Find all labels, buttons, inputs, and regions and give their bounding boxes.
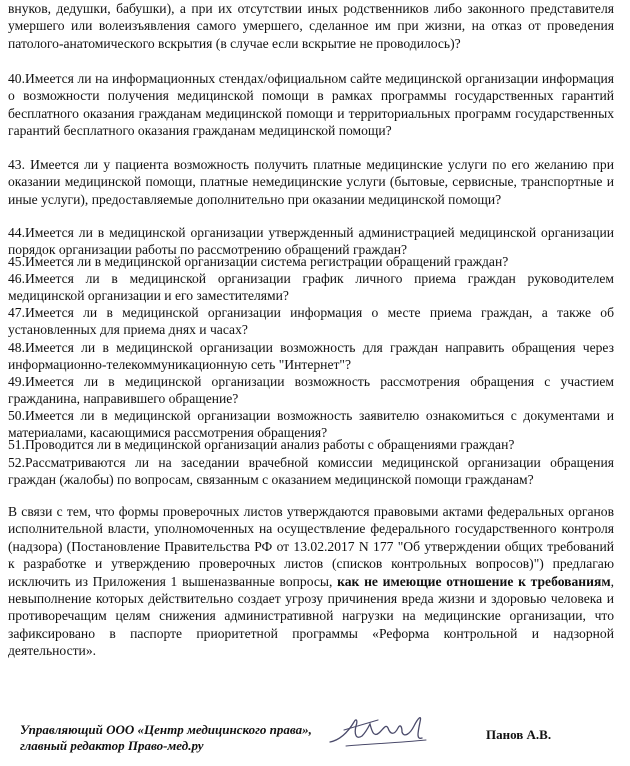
conclusion-part-2: , невыполнение которых действительно создает угрозу причинения вреда жизни и здоровью человека и противоречащим целям снижения административной нагрузки на медицинские организации, что зафиксировано в паспорте приоритетной программы «Реформа контрольной и надзорной деятельности». [8, 573, 614, 659]
question-49: 49.Имеется ли в медицинской организации возможность рассмотрения обращения с участием гражданина, направившего обращение? [8, 374, 614, 407]
question-52: 52.Рассматриваются ли на заседании врачебной комиссии медицинской организации обращения граждан (жалобы) по вопросам, связанным с оказанием медицинской помощи гражданам? [8, 455, 614, 488]
signer-position: Управляющий ООО «Центр медицинского права», главный редактор Право-мед.ру [20, 722, 312, 753]
question-44: 44.Имеется ли в медицинской организации утвержденный администрацией медицинской организации порядок организации работы по рассмотрению обращений граждан? [8, 225, 614, 258]
question-47: 47.Имеется ли в медицинской организации информация о месте приема граждан, а также об установленных для приема днях и часах? [8, 305, 614, 338]
paragraph-continuation: внуков, дедушки, бабушки), а при их отсутствии иных родственников либо законного представителя умершего или волеизъявления самого умершего, сделанное им при жизни, на отказ от проведения патолого-анатомического вскрытия (в случае если вскрытие не проводилось)? [8, 1, 614, 51]
conclusion-paragraph [8, 503, 614, 660]
question-50: 50.Имеется ли в медицинской организации возможность заявителю ознакомиться с документами и материалами, касающимися рассмотрения обращения? [8, 408, 614, 441]
conclusion-emphasis: как не имеющие отношение к требованиям [337, 573, 611, 589]
question-45: 45.Имеется ли в медицинской организации система регистрации обращений граждан? [8, 254, 509, 269]
question-48: 48.Имеется ли в медицинской организации возможность для граждан направить обращения через информационно-телекоммуникационную сеть "Интернет"? [8, 340, 614, 373]
question-51: 51.Проводится ли в медицинской организации анализ работы с обращениями граждан? [8, 437, 515, 452]
question-40: 40.Имеется ли на информационных стендах/официальном сайте медицинской организации информация о возможности получения медицинской помощи в рамках программы государственных гарантий бесплатного оказания гражданам медицинской помощи и территориальных программ государственных гарантий бесплатного оказания гражданам медицинской помощи? [8, 71, 614, 139]
handwritten-signature [326, 710, 436, 752]
question-46: 46.Имеется ли в медицинской организации график личного приема граждан руководителем медицинской организации и его заместителями? [8, 271, 614, 304]
signer-name: Панов А.В. [486, 727, 552, 742]
conclusion-part-1: В связи с тем, что формы проверочных листов утверждаются правовыми актами федеральных органов исполнительной власти, уполномоченных на осуществление федерального государственного контроля (надзора) (Постановление Правительства РФ от 13.02.2017 N 177 "Об утверждении общих требований к разработке и утверждению проверочных листов (списков контрольных вопросов)") предлагаю исключить из Приложения 1 вышеназванные вопросы, [8, 504, 614, 589]
question-43: 43. Имеется ли у пациента возможность получить платные медицинские услуги по его желанию при оказании медицинской помощи, платные немедицинские услуги (бытовые, сервисные, транспортные и иные услуги), предоставляемые дополнительно при оказании медицинской помощи? [8, 157, 614, 207]
